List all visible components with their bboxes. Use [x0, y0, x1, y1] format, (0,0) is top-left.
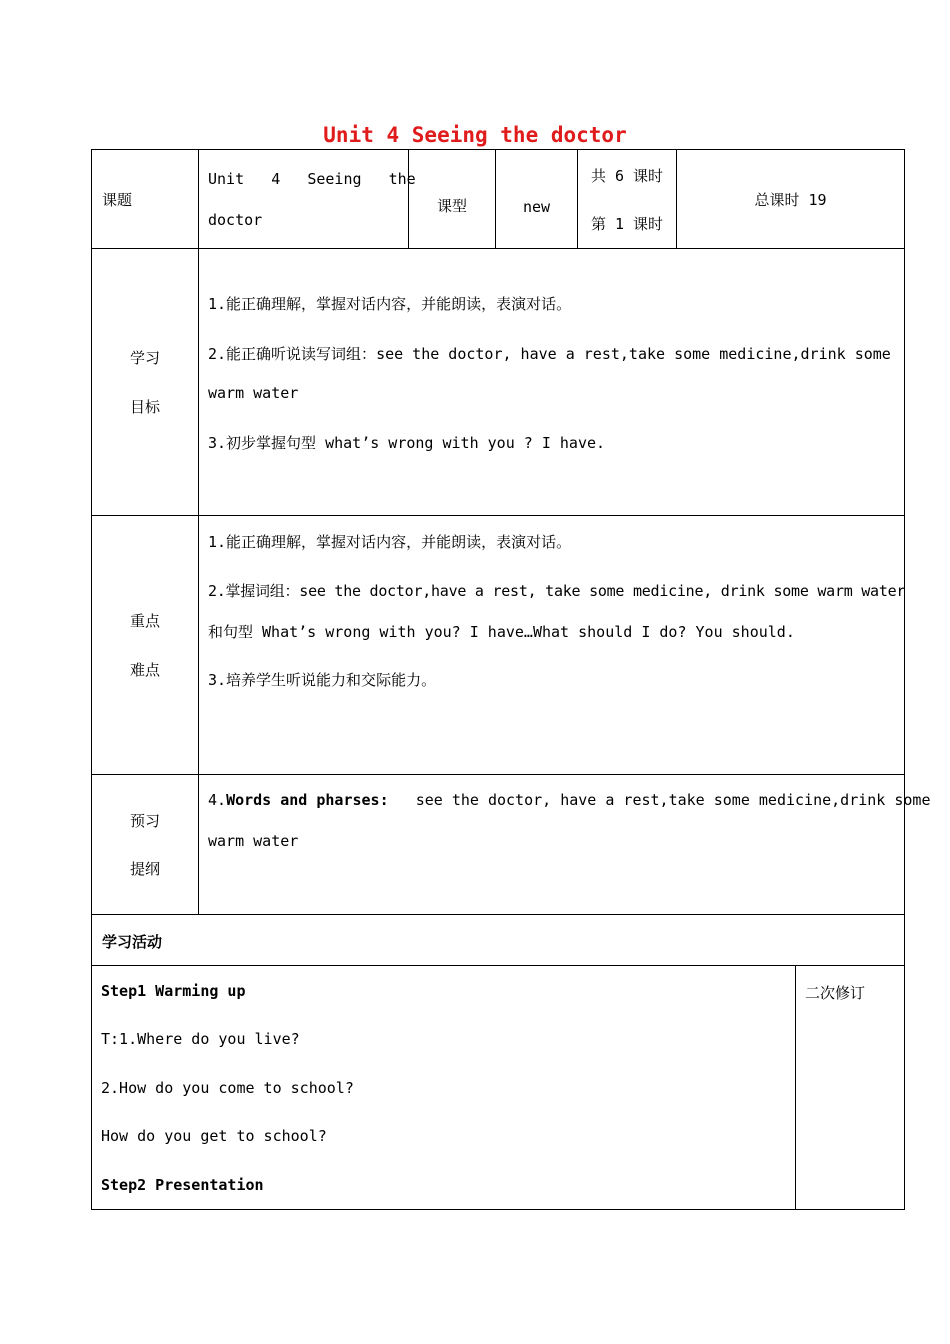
- activities-heading: 学习活动: [102, 933, 163, 951]
- key-point-item: 3.培养学生听说能力和交际能力。: [208, 671, 437, 689]
- preview-prefix: 4.: [208, 791, 227, 809]
- topic-label: 课题: [102, 191, 133, 209]
- activity-step-heading: Step1 Warming up: [101, 982, 246, 1000]
- preview-bold-heading: Words and pharses:: [226, 791, 389, 809]
- activity-step-heading: Step2 Presentation: [101, 1176, 264, 1194]
- objectives-label-1: 学习: [129, 349, 160, 367]
- total-hours: 总课时 19: [754, 191, 827, 209]
- lesson-type-label: 课型: [436, 197, 467, 215]
- page-title: Unit 4 Seeing the doctor: [323, 123, 627, 147]
- lesson-type-value: new: [522, 198, 551, 216]
- preview-label-1: 预习: [129, 812, 160, 830]
- preview-label-2: 提纲: [129, 860, 160, 878]
- key-points-label-1: 重点: [129, 612, 160, 630]
- objective-item: 2.能正确听说读写词组：see the doctor, have a rest,take some medicine,drink some: [208, 345, 891, 363]
- activity-line: 2.How do you come to school?: [101, 1079, 354, 1097]
- objective-item: 3.初步掌握句型 what’s wrong with you ? I have.: [208, 434, 606, 452]
- key-point-item: 和句型 What’s wrong with you? I have…What should I do? You should.: [208, 623, 795, 641]
- activity-line: How do you get to school?: [101, 1127, 327, 1145]
- preview-line-1: [208, 791, 930, 809]
- activity-line: T:1.Where do you live?: [101, 1030, 300, 1048]
- key-point-item: 1.能正确理解，掌握对话内容，并能朗读，表演对话。: [208, 533, 572, 551]
- topic-value-line2: doctor: [208, 211, 263, 229]
- key-point-item: 2.掌握词组：see the doctor,have a rest, take some medicine, drink some warm water: [208, 582, 906, 600]
- lesson-current: 第 1 课时: [590, 215, 664, 233]
- key-points-label-2: 难点: [129, 661, 160, 679]
- objective-item: warm water: [208, 384, 299, 402]
- preview-line-2: warm water: [208, 832, 299, 850]
- objectives-label-2: 目标: [129, 398, 160, 416]
- revision-label: 二次修订: [805, 984, 866, 1002]
- topic-value-line1: Unit 4 Seeing the: [208, 170, 416, 188]
- preview-phrases: see the doctor, have a rest,take some medicine,drink some: [388, 791, 931, 809]
- objective-item: 1.能正确理解，掌握对话内容，并能朗读，表演对话。: [208, 295, 572, 313]
- lessons-total: 共 6 课时: [590, 167, 664, 185]
